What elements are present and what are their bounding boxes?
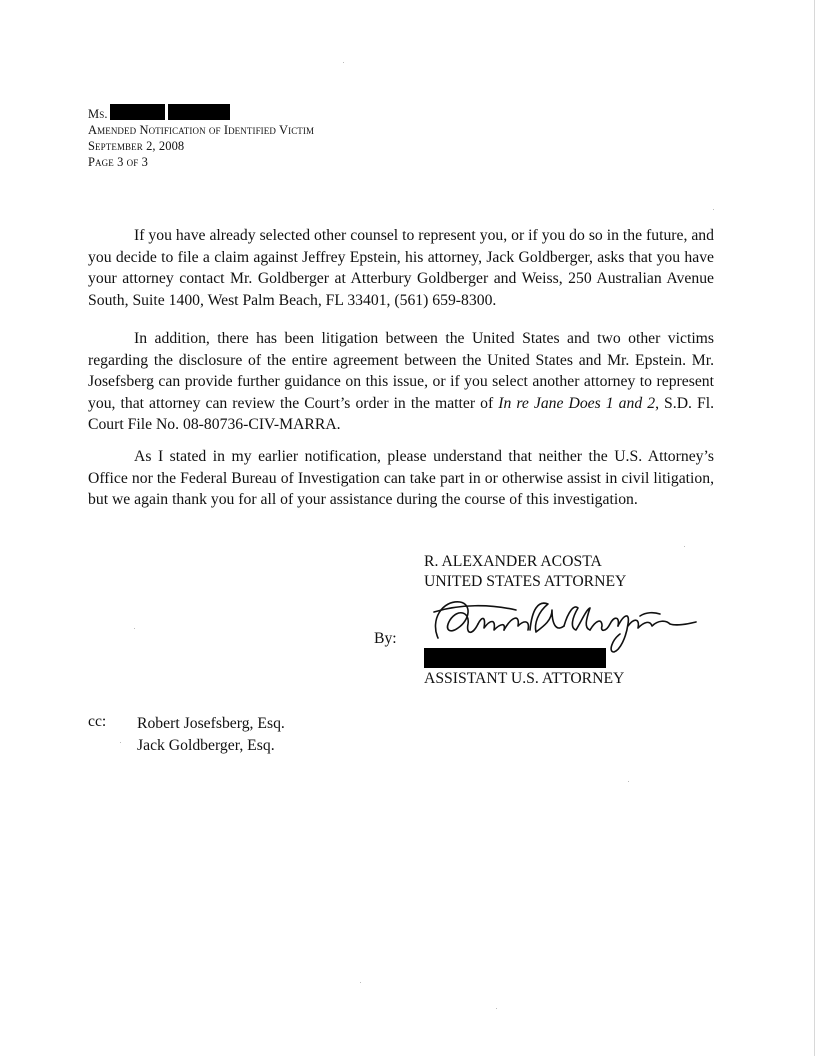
case-name: In re Jane Does 1 and 2 bbox=[498, 394, 656, 412]
scan-speck bbox=[628, 781, 629, 782]
subject-line: Amended Notification of Identified Victim bbox=[88, 123, 315, 137]
paragraph-litigation bbox=[88, 328, 714, 436]
page-edge-line bbox=[814, 0, 815, 1056]
paragraph-2-text bbox=[88, 328, 714, 436]
signer-name: R. ALEXANDER ACOSTA bbox=[424, 553, 602, 570]
paragraph-1-text: If you have already selected other counsel to represent you, or if you do so in the future, and you decide to file a claim against Jeffrey Epstein, his attorney, Jack Goldberger, asks that you have your attorney contact Mr. Goldberger at Atterbury Goldberger and Weiss, 250 Australian Avenue South, Suite 1400, West Palm Beach, FL 33401, (561) 659-8300. bbox=[88, 227, 714, 309]
cc-recipients bbox=[137, 713, 285, 756]
paragraph-2-before: In addition, there has been litigation between the United States and two other victims regarding the disclosure of the entire agreement between the United States and Mr. Epstein. Mr. Josefsberg can provide further guidance on this issue, or if you select another attorney to represent you, that attorney can review the Court’s order in the matter of bbox=[88, 330, 714, 412]
paragraph-2-after: , S.D. Fl. Court File No. 08-80736-CIV-MARRA. bbox=[88, 394, 714, 434]
scan-speck bbox=[360, 982, 361, 983]
scan-speck bbox=[684, 546, 685, 547]
redacted-first-name bbox=[110, 104, 165, 120]
recipient-salutation: Ms. bbox=[88, 107, 108, 121]
scan-speck bbox=[134, 628, 135, 629]
letter-header bbox=[88, 104, 314, 170]
signer-title: UNITED STATES ATTORNEY bbox=[424, 573, 627, 590]
cc-recipient: Robert Josefsberg, Esq. bbox=[137, 715, 285, 732]
letter-date: September 2, 2008 bbox=[88, 139, 185, 153]
paragraph-closing bbox=[88, 446, 714, 511]
cc-label: cc: bbox=[88, 713, 107, 730]
scan-speck bbox=[496, 1008, 497, 1009]
paragraph-3-text: As I stated in my earlier notification, please understand that neither the U.S. Attorney’s Office nor the Federal Bureau of Investigation can take part in or otherwise assist in civil litigation, but we again thank you for all of your assistance during the course of this investigation. bbox=[88, 448, 714, 509]
cc-recipient: Jack Goldberger, Esq. bbox=[137, 736, 275, 754]
redacted-attorney-name bbox=[424, 648, 606, 668]
scan-speck bbox=[343, 62, 344, 63]
scan-speck bbox=[713, 209, 714, 210]
recipient-line bbox=[88, 104, 314, 122]
page-number: Page 3 of 3 bbox=[88, 155, 148, 169]
signer-role: ASSISTANT U.S. ATTORNEY bbox=[424, 670, 625, 687]
scan-speck bbox=[120, 742, 121, 743]
paragraph-counsel-contact bbox=[88, 225, 714, 311]
redacted-last-name bbox=[168, 104, 230, 120]
by-label: By: bbox=[374, 630, 397, 647]
